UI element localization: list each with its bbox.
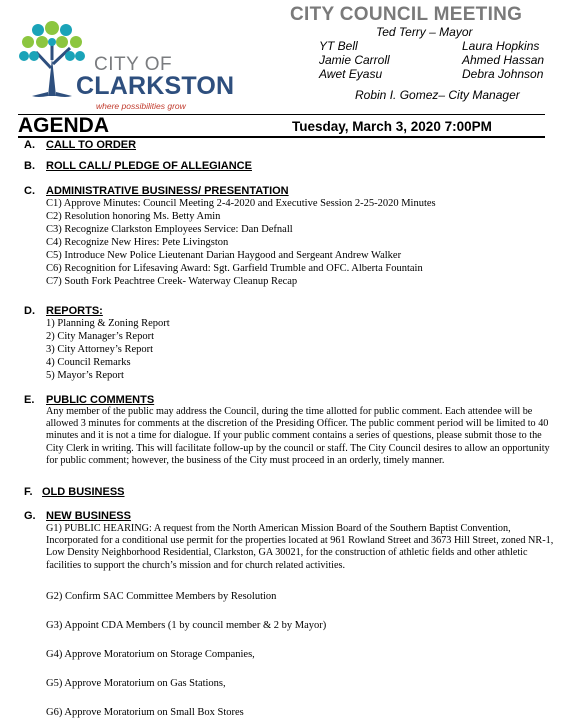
section-letter: B. <box>24 160 35 172</box>
council-member: Debra Johnson <box>462 67 544 81</box>
council-member: Laura Hopkins <box>462 39 540 53</box>
section-letter: C. <box>24 185 35 197</box>
logo-tagline: where possibilities grow <box>96 101 186 111</box>
agenda-item: C1) Approve Minutes: Council Meeting 2-4-2020 and Executive Session 2-25-2020 Minutes <box>46 198 436 209</box>
section-public-comments: PUBLIC COMMENTS <box>46 394 155 406</box>
section-letter: E. <box>24 394 35 406</box>
public-hearing-item: G1) PUBLIC HEARING: A request from the North American Mission Board of the Southern Baptist Convention, Incorporated for a conditional use permit for the properties located at 961 Rowland Street and 3673 Hill Street, zoned NR-1, Low Density Neighborhood Residential, Clarkston, GA 30021, for the construction of athletic fields and other athletic facilities to support the church’s mission and for church related activities. <box>46 523 554 571</box>
agenda-item: C5) Introduce New Police Lieutenant Darian Haygood and Sergeant Andrew Walker <box>46 250 402 261</box>
council-member: Ahmed Hassan <box>462 53 545 67</box>
report-item: 2) City Manager’s Report <box>46 331 154 342</box>
logo-city-of: CITY OF <box>94 54 173 75</box>
new-business-item: G3) Appoint CDA Members (1 by council member & 2 by Mayor) <box>46 620 327 631</box>
agenda-title: AGENDA <box>18 114 110 137</box>
section-call-to-order: CALL TO ORDER <box>46 139 137 151</box>
report-item: 5) Mayor’s Report <box>46 370 124 381</box>
meeting-title: CITY COUNCIL MEETING <box>290 4 523 25</box>
mayor-name: Ted Terry – Mayor <box>376 25 473 39</box>
new-business-item: G4) Approve Moratorium on Storage Companies, <box>46 649 255 660</box>
section-letter: D. <box>24 305 35 317</box>
council-member: YT Bell <box>319 39 358 53</box>
agenda-item: C3) Recognize Clarkston Employees Service: Dan Defnall <box>46 224 293 235</box>
city-logo <box>18 18 235 113</box>
agenda-item: C4) Recognize New Hires: Pete Livingston <box>46 237 229 248</box>
section-old-business: OLD BUSINESS <box>42 486 125 498</box>
city-manager: Robin I. Gomez– City Manager <box>355 88 520 102</box>
section-administrative-business: ADMINISTRATIVE BUSINESS/ PRESENTATION <box>46 185 289 197</box>
new-business-item: G5) Approve Moratorium on Gas Stations, <box>46 678 226 689</box>
new-business-item: G2) Confirm SAC Committee Members by Resolution <box>46 591 277 602</box>
public-comments-text: Any member of the public may address the Council, during the time allotted for public comment. Each attendee will be allowed 3 minutes for comments at the discretion of the Presiding Officer. The public comment period will be limited to 40 minutes and it is not a time for dialogue. If your public comment contains a series of questions, please submit those to the City Clerk in writing. This will facilitate follow-up by the council or staff. The City Council desires to allow an opportunity for public comment; however, the business of the City must proceed in an orderly, timely manner. <box>46 406 550 466</box>
logo-clarkston: CLARKSTON <box>76 72 235 100</box>
agenda-item: C7) South Fork Peachtree Creek- Waterway Cleanup Recap <box>46 276 298 287</box>
report-item: 4) Council Remarks <box>46 357 131 368</box>
agenda-item: C6) Recognition for Lifesaving Award: Sgt. Garfield Trumble and OFC. Alberta Fountain <box>46 263 423 274</box>
new-business-item: G6) Approve Moratorium on Small Box Stores <box>46 707 244 718</box>
section-roll-call: ROLL CALL/ PLEDGE OF ALLEGIANCE <box>46 160 252 172</box>
agenda-item: C2) Resolution honoring Ms. Betty Amin <box>46 211 221 222</box>
section-reports: REPORTS: <box>46 305 103 317</box>
council-member: Awet Eyasu <box>319 67 383 81</box>
council-member: Jamie Carroll <box>319 53 390 67</box>
report-item: 3) City Attorney’s Report <box>46 344 154 355</box>
section-letter: A. <box>24 139 35 151</box>
section-letter: F. <box>24 486 33 498</box>
section-letter: G. <box>24 510 36 522</box>
section-new-business: NEW BUSINESS <box>46 510 131 522</box>
divider <box>18 136 545 138</box>
meeting-date: Tuesday, March 3, 2020 7:00PM <box>292 119 492 134</box>
report-item: 1) Planning & Zoning Report <box>46 318 170 329</box>
